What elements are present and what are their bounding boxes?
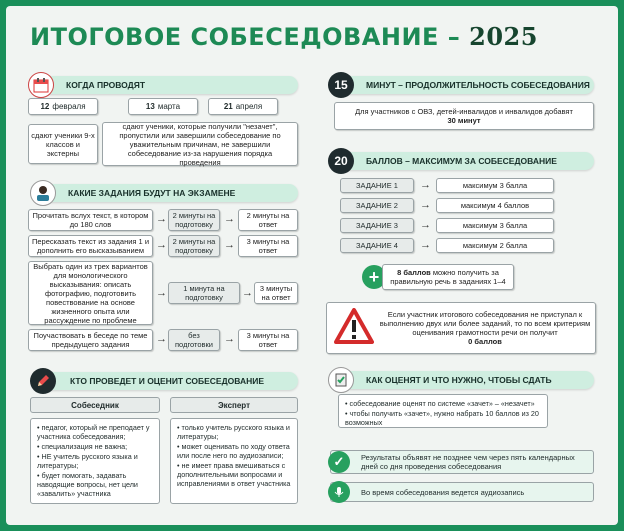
arrow-icon: → [420,219,431,231]
arrow-icon: → [224,333,235,345]
points-header [336,152,594,170]
arrow-icon: → [242,287,253,299]
list-item: • только учитель русского языка и литературы; [177,423,290,441]
pencil-icon [30,368,56,394]
task-1-answer: 2 минуты на ответ [238,209,298,231]
list-item: • будет помогать, задавать наводящие вопросы, нет цели «завалить» участника [37,471,138,498]
points-max-4: максимум 2 балла [436,238,554,253]
grading-list [338,394,548,428]
minutes-note-text: Для участников с ОВЗ, детей-инвалидов и инвалидов добавят [355,107,573,116]
task-3-prep: 1 минута на подготовку [168,282,240,304]
task-4: Поучаствовать в беседе по теме предыдущего задания [28,329,153,351]
arrow-icon: → [224,213,235,225]
check-icon: ✓ [328,451,350,473]
arrow-icon: → [420,239,431,251]
date-2: 13 марта [128,98,198,115]
interlocutor-list [30,418,160,504]
results-row [330,450,594,474]
page-title [30,22,538,51]
task-4-prep: без подготовки [168,329,220,351]
list-item: • может оценивать по ходу ответа или после него по аудиозаписи; [177,442,290,460]
points-task-2: ЗАДАНИЕ 2 [340,198,414,213]
grading-header-label: КАК ОЦЕНЯТ И ЧТО НУЖНО, ЧТОБЫ СДАТЬ [366,375,552,385]
tasks-header-label: КАКИЕ ЗАДАНИЯ БУДУТ НА ЭКЗАМЕНЕ [68,188,236,198]
results-text: Результаты объявят не позднее чем через пять календарных дней со дня проведения собеседования [361,453,575,471]
when-who-other: сдают ученики, которые получили "незачет", пропустили или завершили собеседование по уважительным причинам, не завершили собеседование из-за нарушения порядка проведения [102,122,298,166]
student-icon [30,180,56,206]
points-bonus-text: можно получить за правильную речь в заданиях 1–4 [390,268,506,286]
audio-text: Во время собеседования ведется аудиозапись [361,487,525,497]
arrow-icon: → [156,213,167,225]
task-3: Выбрать один из трех вариантов для монологического высказывания: описать фотографию, подготовить повествование на основе жизненного опыта или рассуждение по проблеме [28,261,153,325]
points-bonus-bold: 8 баллов [397,268,431,277]
points-header-label: БАЛЛОВ – МАКСИМУМ ЗА СОБЕСЕДОВАНИЕ [366,156,557,166]
list-item: • чтобы получить «зачет», нужно набрать 10 баллов из 20 возможных [345,409,539,427]
arrow-icon: → [420,199,431,211]
who-header [40,372,298,390]
grading-header [336,371,594,389]
title-year: 2025 [469,22,538,51]
points-number: 20 [328,148,354,174]
warning-icon [334,308,374,349]
task-2: Пересказать текст из задания 1 и дополнить его высказыванием [28,235,153,257]
when-header-label: КОГДА ПРОВОДЯТ [66,80,146,90]
plus-icon: + [362,265,386,289]
points-task-1: ЗАДАНИЕ 1 [340,178,414,193]
tasks-header [38,184,298,202]
task-3-answer: 3 минуты на ответ [254,282,298,304]
minutes-note [334,102,594,130]
warning-zero: 0 баллов [468,337,502,346]
warning-text: Если участник итогового собеседования не приступал к выполнению двух или более заданий, то по всем критериям оценивания грамотности речи он получит [379,310,591,337]
when-who-first: сдают ученики 9-х классов и экстерны [28,124,98,164]
arrow-icon: → [156,287,167,299]
audio-row [330,482,594,502]
when-header [36,76,298,94]
minutes-extra: 30 минут [447,116,481,125]
points-max-1: максимум 3 балла [436,178,554,193]
task-4-answer: 3 минуты на ответ [238,329,298,351]
date-1: 12 февраля [28,98,98,115]
task-1: Прочитать вслух текст, в котором до 180 слов [28,209,153,231]
list-item: • не имеет права вмешиваться с дополнительными вопросами и исправлениями в ответ участника [177,461,291,488]
points-task-3: ЗАДАНИЕ 3 [340,218,414,233]
points-max-3: максимум 3 балла [436,218,554,233]
list-item: • педагог, который не преподает у участника собеседования; [37,423,150,441]
arrow-icon: → [224,239,235,251]
list-item: • собеседование оценят по системе «зачет» – «незачет» [345,399,535,408]
microphone-icon [328,481,350,503]
who-header-label: КТО ПРОВЕДЕТ И ОЦЕНИТ СОБЕСЕДОВАНИЕ [70,376,265,386]
task-2-prep: 2 минуты на подготовку [168,235,220,257]
grading-icon [328,367,354,393]
minutes-number: 15 [328,72,354,98]
arrow-icon: → [156,333,167,345]
title-text: ИТОГОВОЕ СОБЕСЕДОВАНИЕ – [30,23,461,51]
points-task-4: ЗАДАНИЕ 4 [340,238,414,253]
task-2-answer: 3 минуты на ответ [238,235,298,257]
arrow-icon: → [420,179,431,191]
list-item: • специализация не важна; [37,442,128,451]
expert-list [170,418,298,504]
minutes-header [336,76,594,94]
minutes-header-label: МИНУТ – ПРОДОЛЖИТЕЛЬНОСТЬ СОБЕСЕДОВАНИЯ [366,80,590,90]
col-interlocutor-title: Собеседник [30,397,160,413]
points-bonus [382,264,514,290]
arrow-icon: → [156,239,167,251]
date-3: 21 апреля [208,98,278,115]
list-item: • НЕ учитель русского языка и литературы; [37,452,138,470]
calendar-icon [28,72,54,98]
points-max-2: максимум 4 баллов [436,198,554,213]
task-1-prep: 2 минуты на подготовку [168,209,220,231]
col-expert-title: Эксперт [170,397,298,413]
